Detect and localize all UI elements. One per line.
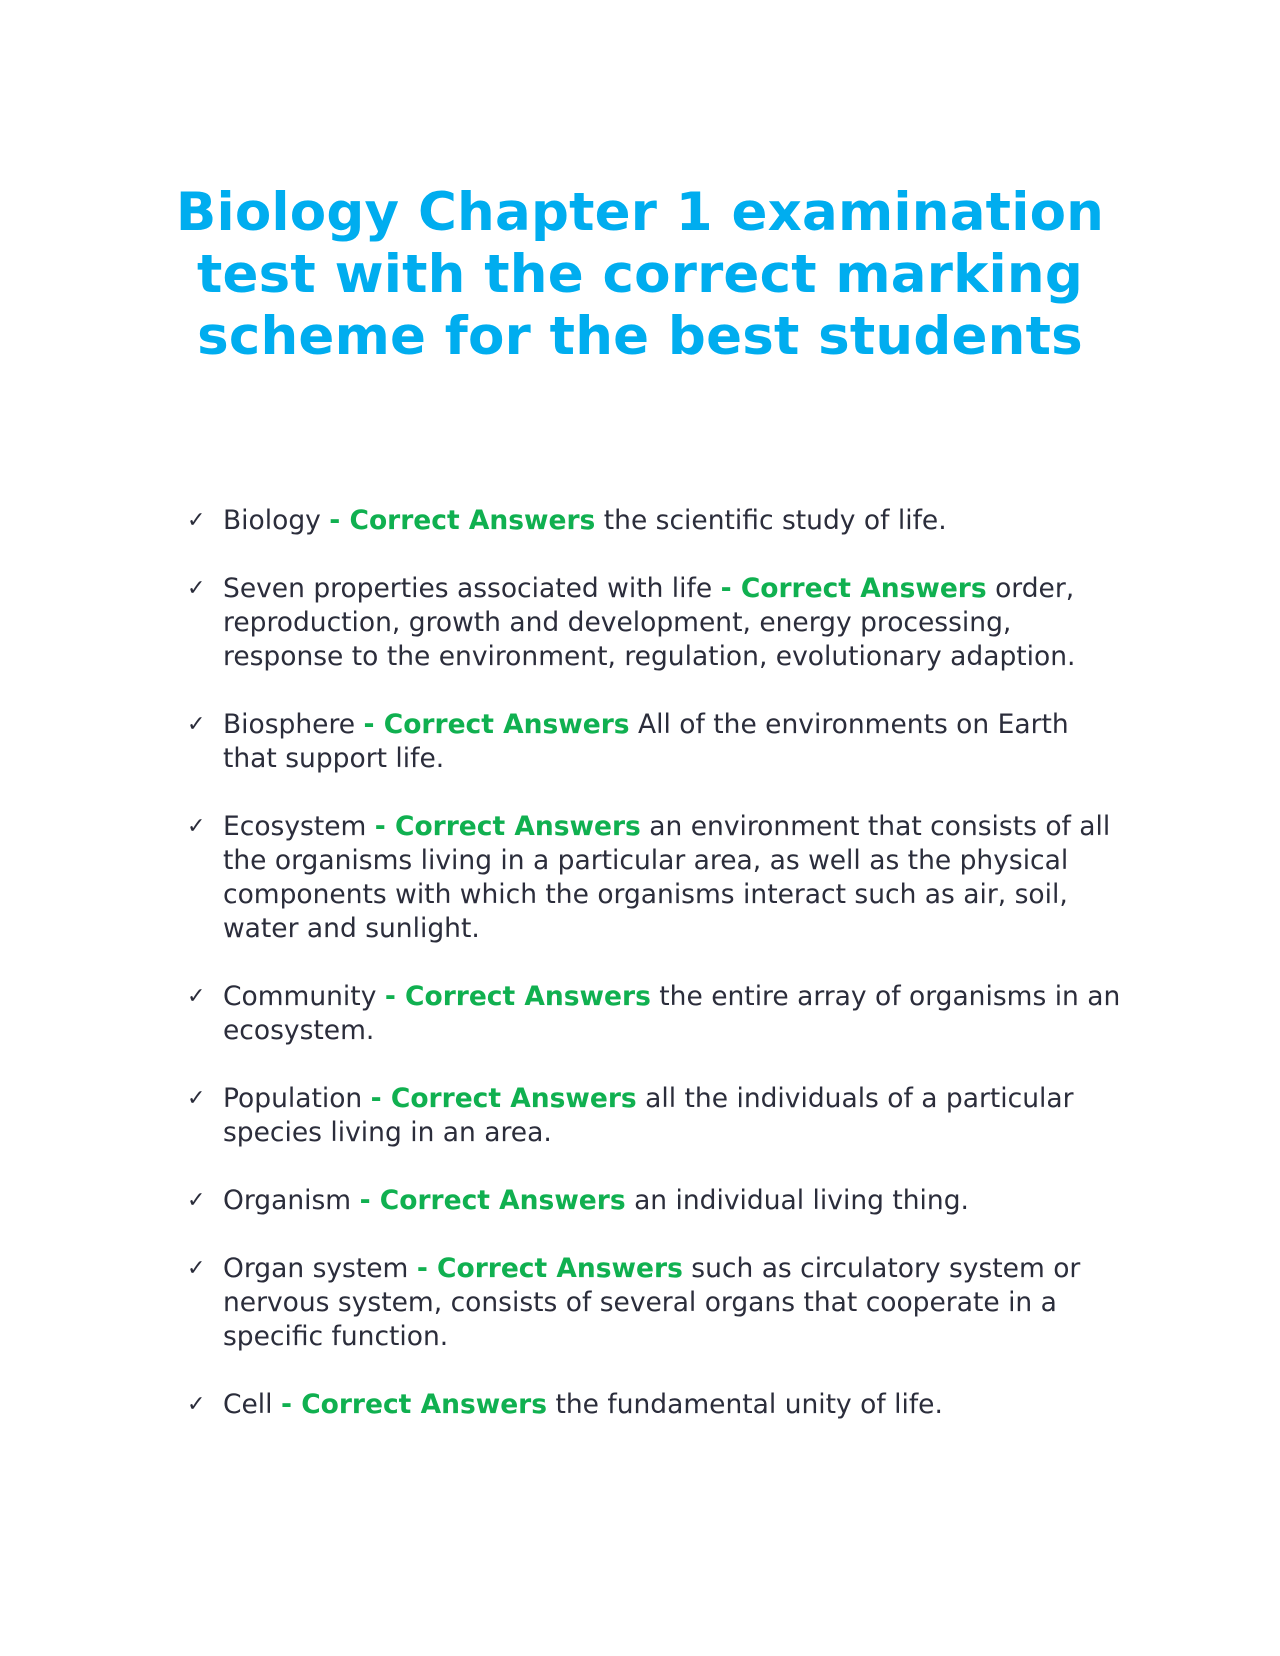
- checkmark-icon: ✓: [187, 1256, 206, 1281]
- correct-answers-label: - Correct Answers: [280, 1389, 548, 1420]
- answer-item-biology: [187, 504, 1127, 538]
- entry-definition: All of the environments on Earth that support life.: [223, 709, 1069, 774]
- checkmark-icon: ✓: [187, 712, 206, 737]
- title-line: Biology Chapter 1 examination: [175, 182, 1105, 243]
- entry-definition: such as circulatory system or nervous system, consists of several organs that cooperate in a specific function.: [223, 1253, 1081, 1352]
- entry-definition: the scientific study of life.: [603, 505, 947, 536]
- correct-answers-label: - Correct Answers: [370, 1083, 637, 1114]
- answer-item-biosphere: [187, 708, 1127, 776]
- entry-term: Organ system: [223, 1253, 409, 1284]
- entry-term: Biology: [223, 505, 321, 536]
- answer-item-organism: [187, 1184, 1127, 1218]
- checkmark-icon: ✓: [187, 1188, 206, 1213]
- entry-term: Ecosystem: [223, 811, 367, 842]
- entry-term: Community: [223, 981, 377, 1012]
- title-line: scheme for the best students: [197, 306, 1083, 367]
- answer-item-seven-properties: [187, 572, 1127, 674]
- entry-term: Seven properties associated with life: [223, 573, 713, 604]
- answer-list: [187, 504, 1127, 1456]
- correct-answers-label: - Correct Answers: [359, 1185, 626, 1216]
- answer-item-population: [187, 1082, 1127, 1150]
- entry-term: Organism: [223, 1185, 352, 1216]
- correct-answers-label: - Correct Answers: [374, 811, 641, 842]
- entry-definition: an environment that consists of all the organisms living in a particular area, as well as the physical components with which the organisms interact such as air, soil, water and sunlight.: [223, 811, 1111, 944]
- answer-item-ecosystem: [187, 810, 1127, 946]
- correct-answers-label: - Correct Answers: [329, 505, 596, 536]
- checkmark-icon: ✓: [187, 1086, 206, 1111]
- entry-definition: the entire array of organisms in an ecosystem.: [223, 981, 1121, 1046]
- entry-term: Population: [223, 1083, 363, 1114]
- correct-answers-label: - Correct Answers: [416, 1253, 683, 1284]
- correct-answers-label: - Correct Answers: [363, 709, 630, 740]
- checkmark-icon: ✓: [187, 508, 206, 533]
- answer-item-cell: [187, 1388, 1127, 1422]
- entry-definition: an individual living thing.: [634, 1185, 969, 1216]
- answer-item-community: [187, 980, 1127, 1048]
- entry-term: Cell: [223, 1389, 273, 1420]
- checkmark-icon: ✓: [187, 576, 206, 601]
- document-title: [140, 182, 1140, 368]
- correct-answers-label: - Correct Answers: [384, 981, 651, 1012]
- entry-term: Biosphere: [223, 709, 356, 740]
- entry-definition: the fundamental unity of life.: [555, 1389, 943, 1420]
- title-line: test with the correct marking: [197, 244, 1083, 305]
- checkmark-icon: ✓: [187, 1392, 206, 1417]
- answer-item-organ-system: [187, 1252, 1127, 1354]
- checkmark-icon: ✓: [187, 984, 206, 1009]
- correct-answers-label: - Correct Answers: [720, 573, 987, 604]
- checkmark-icon: ✓: [187, 814, 206, 839]
- entry-definition: all the individuals of a particular species living in an area.: [223, 1083, 1074, 1148]
- entry-definition: order, reproduction, growth and development, energy processing, response to the environment, regulation, evolutionary adaption.: [223, 573, 1076, 672]
